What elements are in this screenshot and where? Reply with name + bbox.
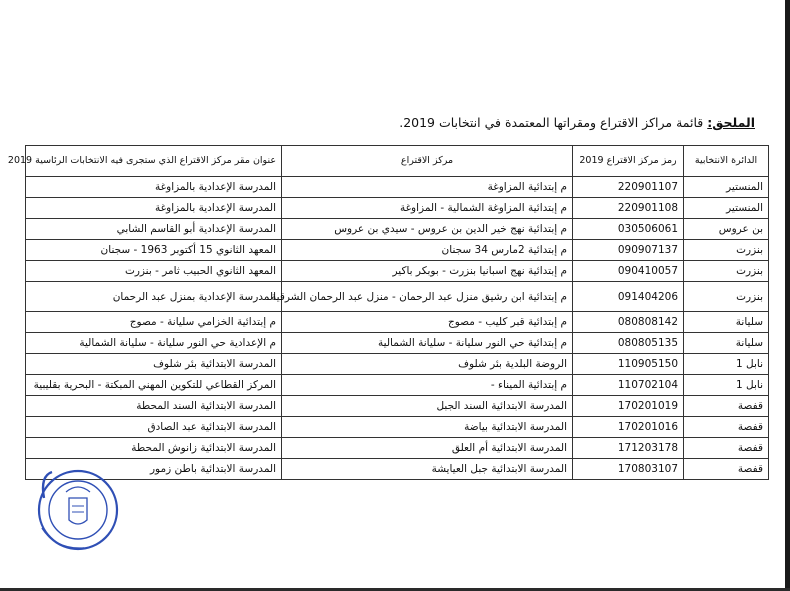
header-center-address: عنوان مقر مركز الاقتراع الذي ستجرى فيه الانتخابات الرئاسية 2019 bbox=[26, 146, 282, 177]
cell-district: سليانة bbox=[684, 333, 769, 354]
cell-address: المدرسة الابتدائية زانوش المحطة bbox=[26, 438, 282, 459]
cell-district: بنزرت bbox=[684, 240, 769, 261]
cell-code: 090410057 bbox=[573, 261, 684, 282]
cell-code: 170201016 bbox=[573, 417, 684, 438]
cell-address: المعهد الثانوي 15 أكتوبر 1963 - سجنان bbox=[26, 240, 282, 261]
header-center-code: رمز مركز الاقتراع 2019 bbox=[573, 146, 684, 177]
cell-center: م إبتدائية المزاوغة الشمالية - المزاوغة bbox=[282, 198, 573, 219]
cell-center: المدرسة الابتدائية جبل العيايشة bbox=[282, 459, 573, 480]
cell-district: بن عروس bbox=[684, 219, 769, 240]
cell-center: م إبتدائية 2مارس 34 سجنان bbox=[282, 240, 573, 261]
table-row bbox=[26, 417, 769, 438]
header-district: الدائرة الانتخابية bbox=[684, 146, 769, 177]
table-row bbox=[26, 333, 769, 354]
cell-address: م إبتدائية الخزامي سليانة - مصوج bbox=[26, 312, 282, 333]
cell-address: المدرسة الابتدائية بئر شلوف bbox=[26, 354, 282, 375]
cell-district: قفصة bbox=[684, 438, 769, 459]
table-row bbox=[26, 240, 769, 261]
cell-district: نابل 1 bbox=[684, 375, 769, 396]
cell-address: المعهد الثانوي الحبيب ثامر - بنزرت bbox=[26, 261, 282, 282]
cell-code: 170201019 bbox=[573, 396, 684, 417]
table-row bbox=[26, 354, 769, 375]
cell-center: المدرسة الابتدائية أم العلق bbox=[282, 438, 573, 459]
cell-address: المدرسة الإعدادية بالمزاوغة bbox=[26, 177, 282, 198]
cell-center: الروضة البلدية بئر شلوف bbox=[282, 354, 573, 375]
cell-district: قفصة bbox=[684, 396, 769, 417]
cell-district: المنستير bbox=[684, 177, 769, 198]
cell-center: المدرسة الابتدائية بياضة bbox=[282, 417, 573, 438]
cell-code: 080805135 bbox=[573, 333, 684, 354]
cell-center: م إبتدائية قبر كليب - مصوج bbox=[282, 312, 573, 333]
table-row bbox=[26, 219, 769, 240]
cell-center: م إبتدائية نهج خير الدين بن عروس - سيدي بن عروس bbox=[282, 219, 573, 240]
table-row bbox=[26, 198, 769, 219]
official-stamp bbox=[36, 468, 120, 552]
table-row bbox=[26, 312, 769, 333]
cell-address: المدرسة الابتدائية عبد الصادق bbox=[26, 417, 282, 438]
cell-code: 030506061 bbox=[573, 219, 684, 240]
table-header-row bbox=[26, 146, 769, 177]
cell-code: 091404206 bbox=[573, 282, 684, 312]
cell-code: 220901108 bbox=[573, 198, 684, 219]
cell-district: قفصة bbox=[684, 459, 769, 480]
cell-address: المدرسة الإعدادية بمنزل عبد الرحمان bbox=[26, 282, 282, 312]
table-row bbox=[26, 396, 769, 417]
cell-center: المدرسة الابتدائية السند الجبل bbox=[282, 396, 573, 417]
annex-heading-text: قائمة مراكز الاقتراع ومقراتها المعتمدة في انتخابات 2019. bbox=[399, 115, 708, 130]
annex-heading bbox=[400, 115, 755, 130]
cell-address: المدرسة الإعدادية بالمزاوغة bbox=[26, 198, 282, 219]
cell-district: قفصة bbox=[684, 417, 769, 438]
cell-center: م إبتدائية حي النور سليانة - سليانة الشمالية bbox=[282, 333, 573, 354]
cell-code: 220901107 bbox=[573, 177, 684, 198]
cell-code: 110702104 bbox=[573, 375, 684, 396]
table-row bbox=[26, 459, 769, 480]
table-row bbox=[26, 282, 769, 312]
header-center-name: مركز الاقتراع bbox=[282, 146, 573, 177]
cell-district: بنزرت bbox=[684, 282, 769, 312]
cell-address: م الإعدادية حي النور سليانة - سليانة الشمالية bbox=[26, 333, 282, 354]
cell-district: بنزرت bbox=[684, 261, 769, 282]
annex-heading-label: الملحق: bbox=[707, 115, 755, 130]
cell-center: م إبتدائية نهج اسبانيا بنزرت - بوبكر باكير bbox=[282, 261, 573, 282]
cell-code: 170803107 bbox=[573, 459, 684, 480]
cell-code: 080808142 bbox=[573, 312, 684, 333]
cell-address: المركز القطاعي للتكوين المهني المبكتة - البحرية بقليبية bbox=[26, 375, 282, 396]
cell-center: م إبتدائية ابن رشيق منزل عبد الرحمان - منزل عبد الرحمان الشرقية bbox=[282, 282, 573, 312]
cell-center: م إبتدائية المزاوغة bbox=[282, 177, 573, 198]
cell-code: 171203178 bbox=[573, 438, 684, 459]
cell-code: 090907137 bbox=[573, 240, 684, 261]
cell-address: المدرسة الإعدادية أبو القاسم الشابي bbox=[26, 219, 282, 240]
cell-district: سليانة bbox=[684, 312, 769, 333]
cell-address: المدرسة الابتدائية السند المحطة bbox=[26, 396, 282, 417]
cell-center: م إبتدائية الميناء - bbox=[282, 375, 573, 396]
cell-address: المدرسة الابتدائية باطن زمور bbox=[26, 459, 282, 480]
polling-centers-table bbox=[7, 145, 769, 480]
cell-code: 110905150 bbox=[573, 354, 684, 375]
table-row bbox=[26, 261, 769, 282]
table-row bbox=[26, 438, 769, 459]
table-row bbox=[26, 177, 769, 198]
table-row bbox=[26, 375, 769, 396]
cell-district: نابل 1 bbox=[684, 354, 769, 375]
page-shadow-right bbox=[785, 0, 790, 591]
cell-district: المنستير bbox=[684, 198, 769, 219]
